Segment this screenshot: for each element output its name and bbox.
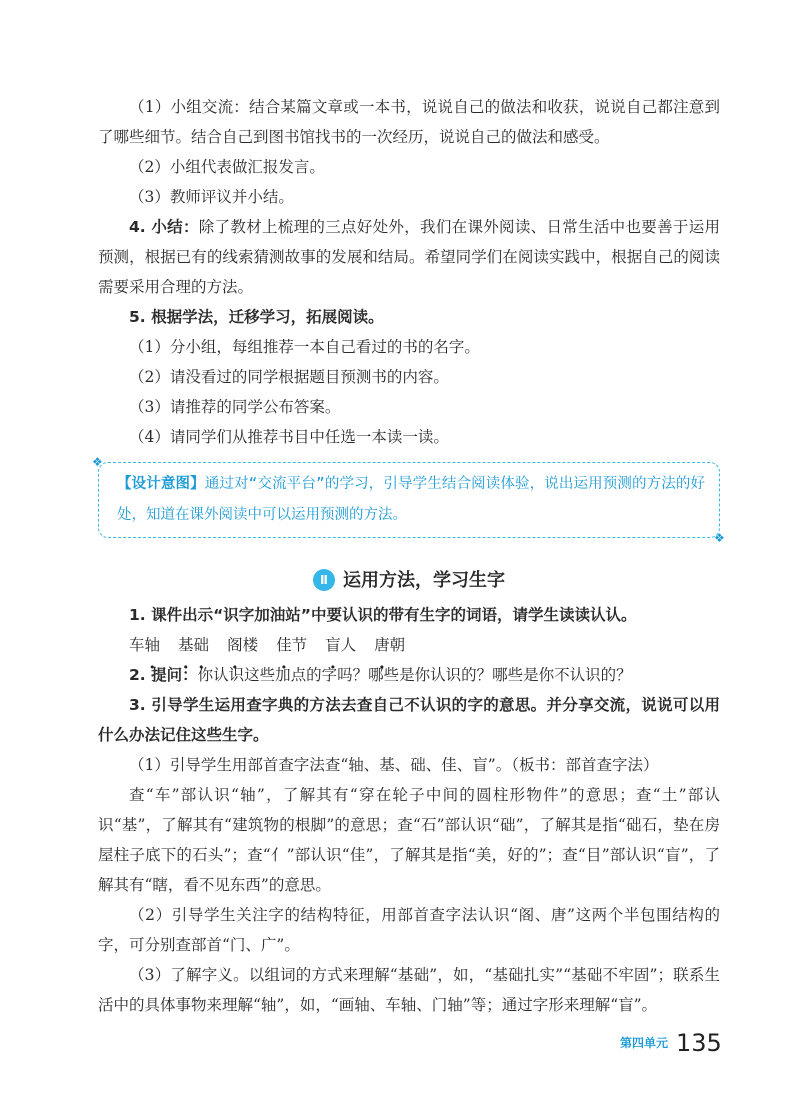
corner-ornament-icon: ❖ (714, 531, 725, 545)
step5-heading: 5. 根据学法，迁移学习，拓展阅读。 (129, 308, 384, 326)
section-title-text: 运用方法，学习生字 (343, 570, 505, 591)
paragraph: （1）引导学生用部首查字法查“轴、基、础、佳、盲”。（板书：部首查字法） (129, 756, 659, 774)
design-intent-box (92, 455, 725, 545)
list-item: （4）请同学们从推荐书目中任选一本读一读。 (129, 428, 449, 446)
summary-paragraph (98, 212, 720, 302)
word-item (276, 630, 307, 660)
unit-label: 第四单元 (620, 1036, 669, 1050)
item2-text: 你认识这些加点的字吗？哪些是你认识的？哪些是你不认识的？ (197, 666, 632, 684)
paragraph: （3）教师评议并小结。 (129, 188, 294, 206)
word-item (325, 630, 356, 660)
word-list (98, 630, 720, 660)
word-item (178, 630, 209, 660)
word-char-dotted: 基 (178, 636, 194, 654)
summary-label: 4. 小结： (129, 218, 199, 236)
design-intent-text (117, 469, 705, 531)
word-char: 楼 (242, 636, 259, 654)
section-number-badge: Ⅱ (313, 569, 335, 591)
paragraph: （1）小组交流：结合某篇文章或一本书，说说自己的做法和收获，说说自己都注意到了哪些细节。结合自己到图书馆找书的一次经历，说说自己的做法和感受。 (98, 98, 720, 146)
page-content (92, 92, 725, 1020)
word-char-dotted: 唐 (374, 636, 390, 654)
list-item: （2）请没看过的同学根据题目预测书的内容。 (129, 368, 449, 386)
word-item (129, 630, 160, 660)
item3: 3. 引导学生运用查字典的方法去查自己不认识的字的意思。并分享交流，说说可以用什么办法记住这些生字。 (98, 696, 720, 744)
paragraph: （2）小组代表做汇报发言。 (129, 158, 325, 176)
page-footer (620, 1029, 722, 1057)
design-intent-body: 通过对“交流平台”的学习，引导学生结合阅读体验，说出运用预测的方法的好处，知道在课外阅读中可以运用预测的方法。 (117, 476, 705, 523)
word-char-dotted: 阁 (227, 636, 243, 654)
word-char: 朝 (389, 636, 406, 654)
word-item (227, 630, 258, 660)
item2 (98, 660, 720, 690)
list-item: （3）请推荐的同学公布答案。 (129, 398, 341, 416)
word-item (374, 630, 405, 660)
word-char-dotted: 盲 (325, 636, 341, 654)
word-char-dotted: 佳 (276, 636, 292, 654)
page-number: 135 (676, 1029, 722, 1057)
list-item: （1）分小组，每组推荐一本自己看过的书的名字。 (129, 338, 480, 356)
word-char-dotted: 轴 (144, 636, 161, 654)
design-intent-tag: 【设计意图】 (117, 476, 205, 492)
summary-text: 除了教材上梳理的三点好处外，我们在课外阅读、日常生活中也要善于运用预测，根据已有的线索猜测故事的发展和结局。希望同学们在阅读实践中，根据自己的阅读需要采用合理的方法。 (98, 218, 720, 296)
paragraph: （2）引导学生关注字的结构特征，用部首查字法认识“阁、唐”这两个半包围结构的字，可分别查部首“门、广”。 (98, 906, 720, 954)
section-title (98, 566, 720, 596)
word-char: 人 (340, 636, 357, 654)
word-char: 车 (129, 636, 145, 654)
word-char-dotted: 础 (193, 636, 210, 654)
corner-ornament-icon: ❖ (92, 455, 103, 469)
item1: 1. 课件出示“识字加油站”中要认识的带有生字的词语，请学生读读认认。 (129, 606, 637, 624)
paragraph: 查“车”部认识“轴”，了解其有“穿在轮子中间的圆柱形物件”的意思；查“土”部认识“基”，了解其有“建筑物的根脚”的意思；查“石”部认识“础”，了解其是指“础石，垫在房屋柱子底下的石头”；查“亻”部认识“佳”，了解其是指“美，好的”；查“目”部认识“盲”，了解其有“瞎，看不见东西”的意思。 (98, 786, 720, 894)
paragraph: （3）了解字义。以组词的方式来理解“基础”，如，“基础扎实”“基础不牢固”；联系生活中的具体事物来理解“轴”，如，“画轴、车轴、门轴”等；通过字形来理解“盲”。 (98, 966, 720, 1014)
word-char: 节 (291, 636, 308, 654)
item2-label: 2. 提问： (129, 666, 198, 684)
